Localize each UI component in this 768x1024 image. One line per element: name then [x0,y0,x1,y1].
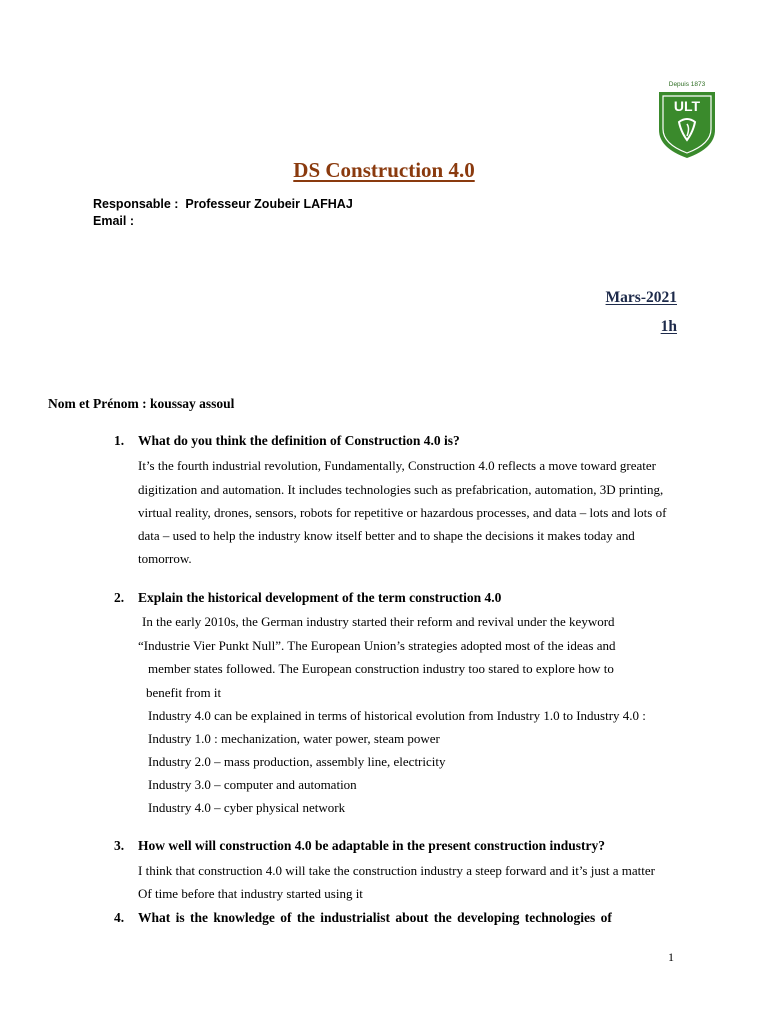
answer-line: member states followed. The European construction industry too stared to explore how to [148,661,614,676]
question-title: How well will construction 4.0 be adaptable in the present construction industry? [138,838,606,853]
question-number: 4. [114,910,125,925]
answer-line: data – used to help the industry know itself better and to shape the decisions it makes today and [138,528,635,543]
responsable-line [93,197,353,211]
question-title: What do you think the definition of Construction 4.0 is? [138,433,460,448]
question-title: Explain the historical development of the term construction 4.0 [138,590,502,605]
answer-line: I think that construction 4.0 will take the construction industry a steep forward and it’s just a matter [138,863,655,878]
logo-text: ULT [673,98,701,114]
exam-date: Mars-2021 [605,289,677,306]
logo-caption: Depuis 1873 [668,81,706,88]
student-label: Nom et Prénom : [48,396,147,411]
responsable-label: Responsable : [93,197,179,211]
question-number: 2. [114,590,125,605]
answer-line: Industry 1.0 : mechanization, water power, steam power [148,731,440,746]
answer-line: Industry 2.0 – mass production, assembly line, electricity [148,754,446,769]
email-label: Email : [93,214,134,228]
answer-line: Of time before that industry started using it [138,886,363,901]
ult-logo [655,78,719,160]
document-title: DS Construction 4.0 [293,158,475,182]
answer-line: In the early 2010s, the German industry started their reform and revival under the keyword [142,614,615,629]
page-number: 1 [668,950,674,964]
shield-logo-icon [655,78,719,160]
student-name: koussay assoul [149,396,235,411]
email-line [93,214,134,228]
answer-line: Industry 4.0 can be explained in terms of historical evolution from Industry 1.0 to Industry 4.0 : [148,708,646,723]
answer-line: Industry 4.0 – cyber physical network [148,800,346,815]
question-number: 1. [114,433,125,448]
answer-line: “Industrie Vier Punkt Null”. The European Union’s strategies adopted most of the ideas and [138,638,616,653]
exam-duration: 1h [660,318,677,335]
question-number: 3. [114,838,125,853]
student-line [48,396,234,412]
answer-line: Industry 3.0 – computer and automation [148,777,357,792]
answer-line: benefit from it [146,685,222,700]
responsable-value: Professeur Zoubeir LAFHAJ [185,197,353,211]
answer-line: digitization and automation. It includes technologies such as prefabrication, automation, 3D printing, [138,482,664,497]
answer-line: virtual reality, drones, sensors, robots for repetitive or hazardous processes, and data – lots and lots of [138,505,667,520]
answer-line: It’s the fourth industrial revolution, Fundamentally, Construction 4.0 reflects a move toward greater [138,458,656,473]
question-title: What is the knowledge of the industrialist about the developing technologies of [138,910,612,925]
answer-line: tomorrow. [138,551,192,566]
